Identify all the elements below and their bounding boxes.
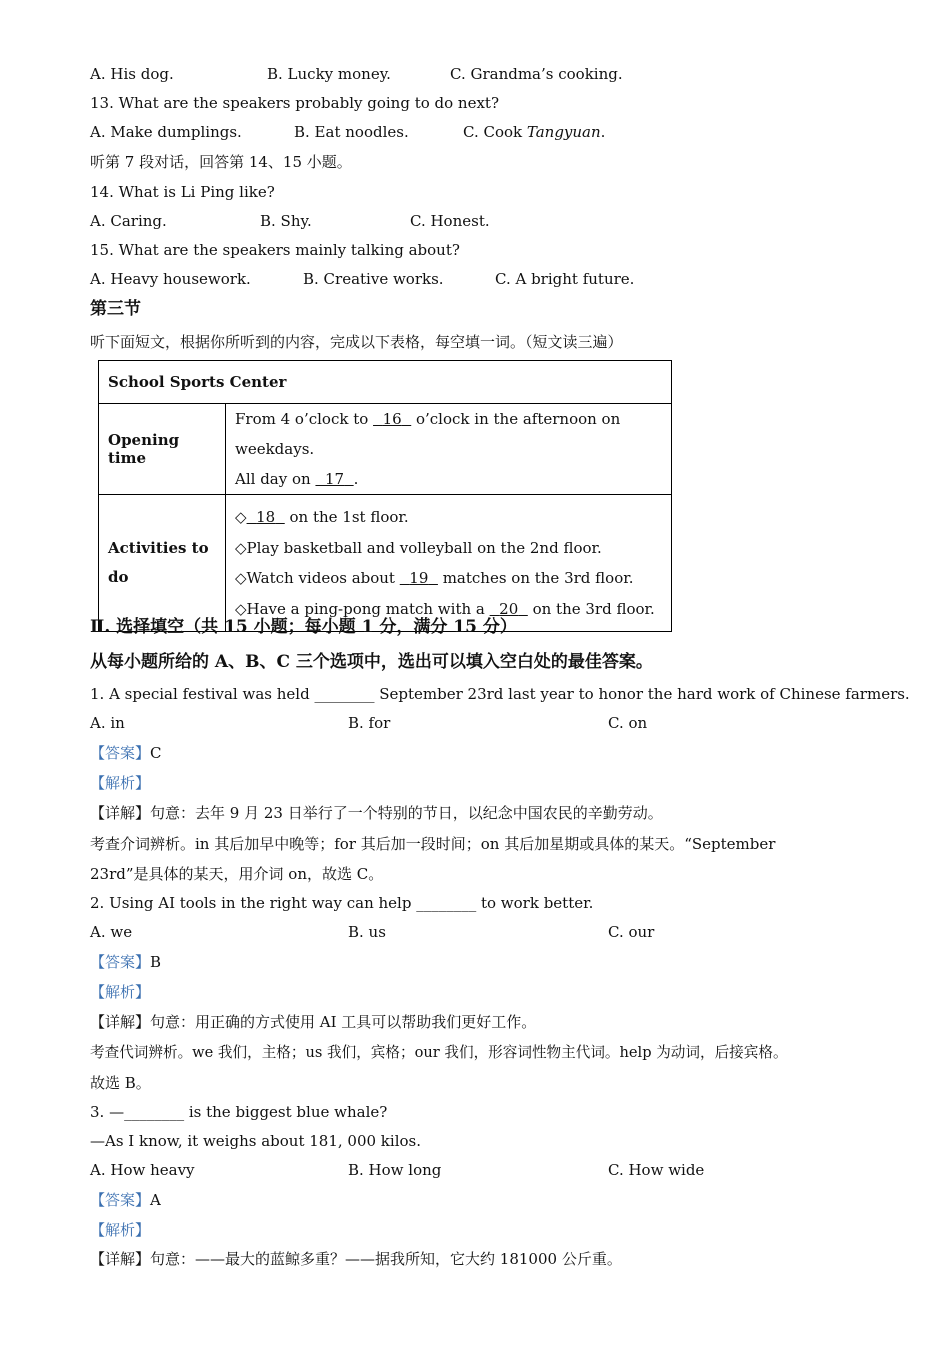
option-b: B. Shy. <box>260 212 312 230</box>
listening-instruction: 听第 7 段对话，回答第 14、15 小题。 <box>90 153 352 171</box>
section-title: 第三节 <box>90 299 141 319</box>
option-a: A. His dog. <box>90 65 174 83</box>
activities-label: Activities to do <box>99 495 226 632</box>
question-1: 1. A special festival was held ________ September 23rd last year to honor the hard work of Chinese farmers. <box>90 685 910 703</box>
option-c: C. Cook Tangyuan. <box>463 123 606 141</box>
option-b: B. us <box>348 923 386 941</box>
option-c: C. Honest. <box>410 212 490 230</box>
option-c: C. on <box>608 714 648 732</box>
question-2: 2. Using AI tools in the right way can help ________ to work better. <box>90 894 594 912</box>
option-a: A. Make dumplings. <box>90 123 242 141</box>
option-b: B. for <box>348 714 391 732</box>
sports-center-table <box>98 360 672 632</box>
answer-line: 【答案】A <box>90 1191 161 1209</box>
question-3: 3. —________ is the biggest blue whale? <box>90 1103 388 1121</box>
detail-line: 【详解】句意：——最大的蓝鲸多重？——据我所知，它大约 181000 公斤重。 <box>90 1250 622 1268</box>
blank-16: 16 <box>382 410 402 428</box>
explanation-line: 故选 B。 <box>90 1074 151 1092</box>
part-2-instruction: 从每小题所给的 A、B、C 三个选项中，选出可以填入空白处的最佳答案。 <box>90 652 653 672</box>
option-a: A. How heavy <box>90 1161 195 1179</box>
section-instruction: 听下面短文，根据你所听到的内容，完成以下表格，每空填一词。（短文读三遍） <box>90 333 623 351</box>
detail-line: 【详解】句意：用正确的方式使用 AI 工具可以帮助我们更好工作。 <box>90 1013 537 1031</box>
question-3-reply: —As I know, it weighs about 181, 000 kilos. <box>90 1132 421 1150</box>
analysis-label: 【解析】 <box>90 983 151 1001</box>
question-14: 14. What is Li Ping like? <box>90 183 275 201</box>
question-13: 13. What are the speakers probably going to do next? <box>90 94 499 112</box>
option-c: C. How wide <box>608 1161 705 1179</box>
explanation-line: 23rd”是具体的某天，用介词 on，故选 C。 <box>90 865 384 883</box>
option-b: B. How long <box>348 1161 442 1179</box>
option-a: A. Caring. <box>90 212 167 230</box>
detail-line: 【详解】句意：去年 9 月 23 日举行了一个特别的节日，以纪念中国农民的辛勤劳动。 <box>90 804 663 822</box>
analysis-label: 【解析】 <box>90 1221 151 1239</box>
table-title: School Sports Center <box>99 361 672 404</box>
option-b: B. Eat noodles. <box>294 123 409 141</box>
question-15: 15. What are the speakers mainly talking about? <box>90 241 460 259</box>
blank-18: 18 <box>256 508 276 526</box>
answer-line: 【答案】B <box>90 953 162 971</box>
opening-time-label: Opening time <box>99 404 226 495</box>
option-a: A. in <box>90 714 125 732</box>
blank-19: 19 <box>409 569 429 587</box>
option-c: C. A bright future. <box>495 270 635 288</box>
activities-cell: ◇ 18 on the 1st floor. ◇Play basketball and volleyball on the 2nd floor. ◇Watch videos about 19 matches on the 3rd floor. ◇Have a ping-pong match with a 20 on the 3rd floor. <box>226 495 672 632</box>
blank-17: 17 <box>325 470 345 488</box>
option-a: A. Heavy housework. <box>90 270 251 288</box>
option-a: A. we <box>90 923 133 941</box>
option-b: B. Creative works. <box>303 270 444 288</box>
option-c: C. our <box>608 923 655 941</box>
answer-line: 【答案】C <box>90 744 162 762</box>
explanation-line: 考查介词辨析。in 其后加早中晚等；for 其后加一段时间；on 其后加星期或具体的某天。“September <box>90 835 776 853</box>
option-c: C. Grandma’s cooking. <box>450 65 623 83</box>
part-2-title: Ⅱ. 选择填空（共 15 小题；每小题 1 分，满分 15 分） <box>90 617 517 637</box>
opening-time-cell: From 4 o’clock to 16 o’clock in the afternoon on weekdays. All day on 17 . <box>226 404 672 495</box>
explanation-line: 考查代词辨析。we 我们，主格；us 我们，宾格；our 我们，形容词性物主代词。help 为动词，后接宾格。 <box>90 1044 788 1061</box>
analysis-label: 【解析】 <box>90 774 151 792</box>
option-b: B. Lucky money. <box>267 65 391 83</box>
blank-20: 20 <box>499 599 519 618</box>
